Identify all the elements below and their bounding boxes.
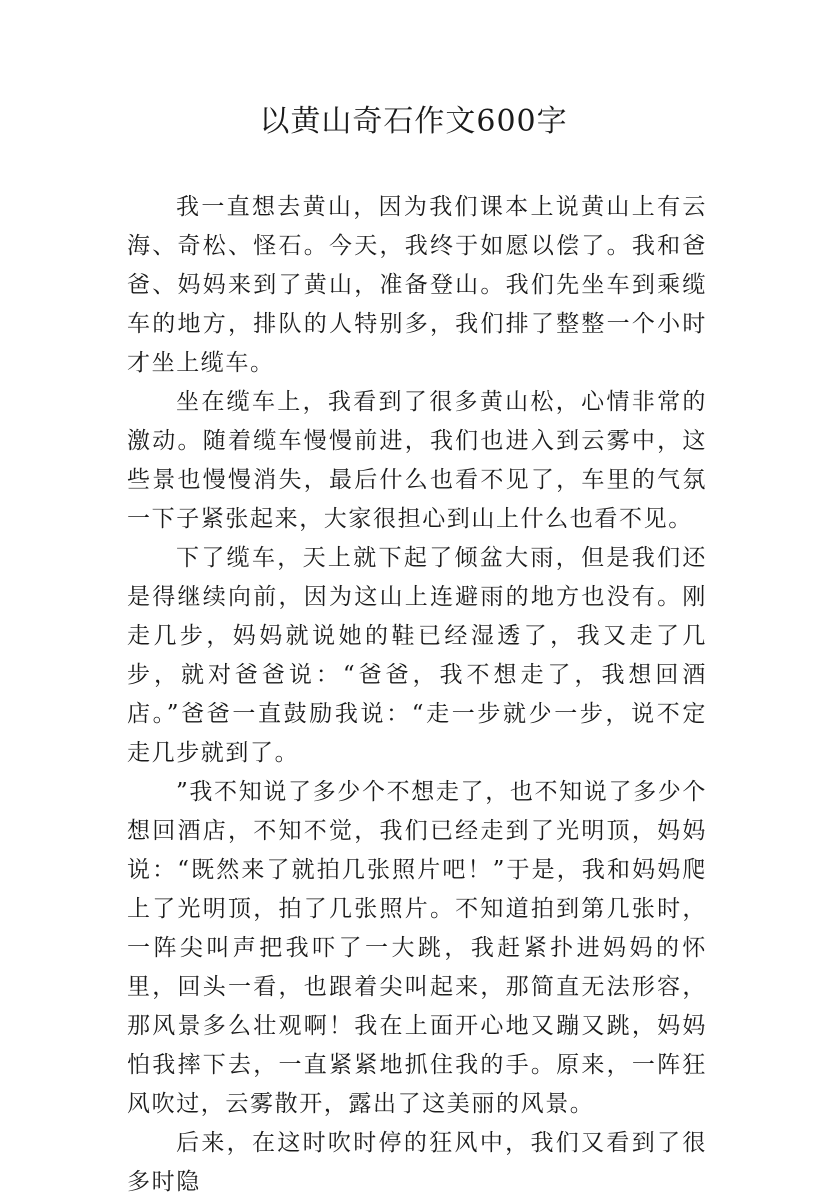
paragraph: ”我不知说了多少个不想走了，也不知说了多少个想回酒店，不知不觉，我们已经走到了光明顶，妈妈说：“既然来了就拍几张照片吧！”于是，我和妈妈爬上了光明顶，拍了几张照片。不知道拍到第几张时，一阵尖叫声把我吓了一大跳，我赶紧扑进妈妈的怀里，回头一看，也跟着尖叫起来，那简直无法形容，那风景多么壮观啊！我在上面开心地又蹦又跳，妈妈怕我摔下去，一直紧紧地抓住我的手。原来，一阵狂风吹过，云雾散开，露出了这美丽的风景。	[127, 779, 707, 1117]
paragraph: 坐在缆车上，我看到了很多黄山松，心情非常的激动。随着缆车慢慢前进，我们也进入到云雾中，这些景也慢慢消失，最后什么也看不见了，车里的气氛一下子紧张起来，大家很担心到山上什么也看不见。	[127, 389, 707, 532]
document-body	[127, 188, 707, 1202]
document-title: 以黄山奇石作文600字	[259, 104, 568, 139]
paragraph: 后来，在这时吹时停的狂风中，我们又看到了很多时隐	[127, 1130, 707, 1195]
paragraph: 下了缆车，天上就下起了倾盆大雨，但是我们还是得继续向前，因为这山上连避雨的地方也没有。刚走几步，妈妈就说她的鞋已经湿透了，我又走了几步，就对爸爸说：“爸爸，我不想走了，我想回酒店。”爸爸一直鼓励我说：“走一步就少一步，说不定走几步就到了。	[127, 545, 707, 766]
paragraph: 我一直想去黄山，因为我们课本上说黄山上有云海、奇松、怪石。今天，我终于如愿以偿了。我和爸爸、妈妈来到了黄山，准备登山。我们先坐车到乘缆车的地方，排队的人特别多，我们排了整整一个小时才坐上缆车。	[127, 194, 707, 376]
